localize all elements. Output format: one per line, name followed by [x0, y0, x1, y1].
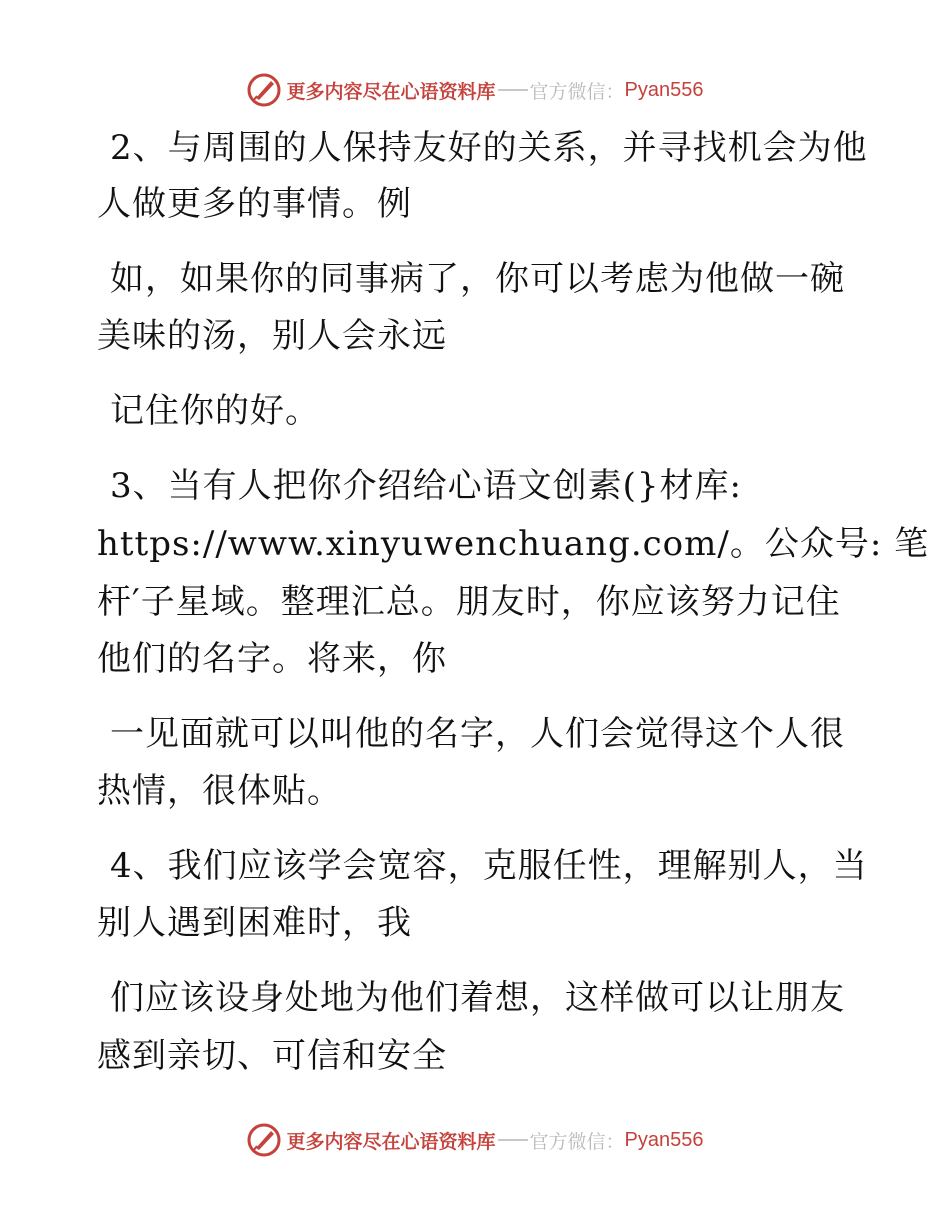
text-line: 热情，很体贴。: [97, 771, 342, 811]
text-line: 如，如果你的同事病了，你可以考虑为他做一碗: [110, 259, 845, 299]
text-line: 记住你的好。: [110, 391, 320, 431]
header-banner: [0, 70, 950, 110]
text-line: 3、当有人把你介绍给心语文创素(}材库:: [110, 466, 742, 506]
text-line: 4、我们应该学会宽容，克服任性，理解别人，当: [110, 846, 868, 886]
text-line: 一见面就可以叫他的名字，人们会觉得这个人很: [110, 714, 845, 754]
banner-wechat-label: 官方微信：: [529, 1130, 625, 1153]
quill-logo-icon: [247, 1123, 281, 1157]
text-line: 杆′子星域。整理汇总。朋友时，你应该努力记住: [97, 582, 841, 622]
text-line: 人做更多的事情。例: [97, 184, 412, 224]
banner-dash: [498, 89, 528, 91]
banner-wechat-id: Pyan556: [624, 1128, 704, 1151]
text-line: 别人遇到困难时，我: [97, 903, 412, 943]
text-line: 们应该设身处地为他们着想，这样做可以让朋友: [110, 978, 845, 1018]
banner-wechat-id: Pyan556: [624, 78, 704, 101]
quill-logo-icon: [247, 73, 281, 107]
footer-banner: [0, 1120, 950, 1160]
text-line: 他们的名字。将来，你: [97, 639, 447, 679]
text-line: 感到亲切、可信和安全: [97, 1036, 447, 1076]
banner-title: 更多内容尽在心语资料库: [286, 1130, 496, 1153]
text-line: 2、与周围的人保持友好的关系，并寻找机会为他: [110, 128, 868, 168]
text-line: 美味的汤，别人会永远: [97, 316, 447, 356]
banner-dash: [498, 1139, 528, 1141]
banner-wechat-label: 官方微信：: [529, 80, 625, 103]
text-line: https://www.xinyuwenchuang.com/。公众号: 笔: [97, 524, 930, 564]
banner-title: 更多内容尽在心语资料库: [286, 80, 496, 103]
